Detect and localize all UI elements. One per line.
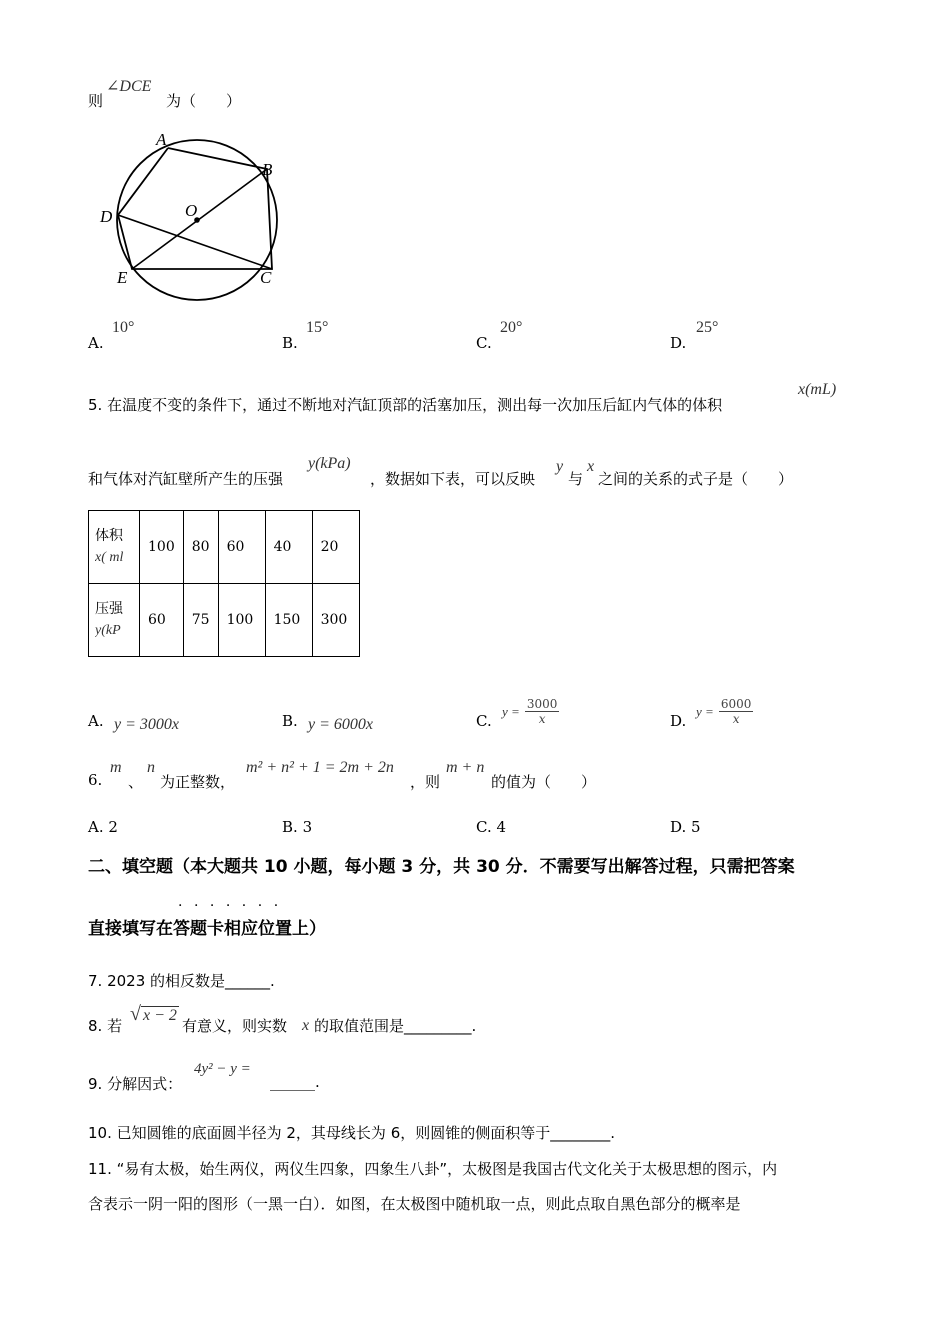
- q7-text: 7. 2023 的相反数是______.: [88, 972, 275, 990]
- table-cell: 20: [312, 511, 359, 584]
- option-letter: D.: [670, 818, 687, 836]
- table-cell: 75: [183, 584, 218, 657]
- q5-option-d-expr: [696, 697, 753, 726]
- option-c-fraction: [525, 697, 560, 726]
- q4-option-a-value: 10°: [112, 319, 135, 336]
- option-d-fraction: [719, 697, 754, 726]
- q8-radicand: x − 2: [142, 1007, 177, 1024]
- option-letter: A.: [88, 818, 104, 836]
- option-letter: C.: [476, 818, 492, 836]
- table-cell: 80: [183, 511, 218, 584]
- row1-label: 体积: [95, 528, 123, 544]
- table-cell: 40: [265, 511, 312, 584]
- q8-c: 的取值范围是_________.: [314, 1017, 477, 1035]
- table-cell: 100: [140, 511, 184, 584]
- section2-emphasis: 答题卡相应位置: [173, 919, 292, 939]
- q6-text3: 的值为（ ）: [491, 773, 597, 791]
- label-a: A: [156, 130, 167, 149]
- option-c-lhs: y =: [502, 704, 520, 719]
- q6-option-c: [476, 818, 506, 836]
- option-c-numerator: 3000: [526, 697, 558, 711]
- q4-suffix: 为（ ）: [166, 92, 242, 110]
- q5-line2-c: 与: [568, 470, 584, 488]
- label-d: D: [100, 207, 113, 226]
- option-value: 4: [496, 818, 507, 836]
- option-value: 3: [302, 818, 313, 836]
- section2-heading-line1: 二、填空题（本大题共 10 小题，每小题 3 分，共 30 分．不需要写出解答过程，只需把答案: [88, 857, 795, 877]
- q8-sqrt: √ x − 2: [130, 1003, 177, 1025]
- circle-figure: [90, 125, 290, 310]
- q6-text2: ，则: [410, 773, 441, 791]
- q4-option-b-letter: B.: [282, 334, 298, 352]
- q6-n: n: [147, 759, 155, 776]
- q5-line2-d: 之间的关系的式子是（ ）: [598, 470, 794, 488]
- label-o: O: [185, 201, 198, 220]
- q9-a: 9. 分解因式：: [88, 1075, 183, 1093]
- option-value: 2: [108, 818, 118, 836]
- option-d-lhs: y =: [696, 704, 714, 719]
- q5-option-b-expr: y = 6000x: [308, 716, 373, 733]
- q4-option-d-value: 25°: [696, 319, 719, 336]
- table-cell: 300: [312, 584, 359, 657]
- q5-data-table: [88, 510, 360, 657]
- q4-prefix: 则: [88, 92, 104, 110]
- q8-a: 8. 若: [88, 1017, 123, 1035]
- q9-expr: 4y² − y =: [194, 1061, 251, 1077]
- q6-m: m: [110, 759, 122, 776]
- table-cell: 100: [218, 584, 265, 657]
- table-cell: 60: [140, 584, 184, 657]
- q5-option-a-expr: y = 3000x: [114, 716, 179, 733]
- row2-unit: y(kP: [95, 623, 121, 638]
- q5-option-c-expr: [502, 697, 559, 726]
- q4-option-b-value: 15°: [306, 319, 329, 336]
- option-d-numerator: 6000: [720, 697, 752, 711]
- q6-sep: 、: [128, 773, 144, 791]
- q6-option-a: [88, 818, 118, 836]
- q5-option-d-letter: D.: [670, 712, 687, 730]
- emphasis-dots: ·······: [178, 898, 290, 914]
- q9-blank: ______.: [270, 1073, 320, 1091]
- section2-line2-b: 上）: [292, 919, 326, 939]
- label-b: B: [262, 160, 273, 179]
- q5-line1-math: x(mL): [798, 381, 837, 398]
- q4-option-a-letter: A.: [88, 334, 104, 352]
- q4-option-c-letter: C.: [476, 334, 492, 352]
- q5-line2-b: ，数据如下表，可以反映: [370, 470, 536, 488]
- section2-heading-line2: [88, 914, 326, 939]
- label-e: E: [117, 268, 128, 287]
- section2-line2-a: 直接填写在: [88, 919, 173, 939]
- q5-line2-y: y: [556, 458, 564, 475]
- q6-num: 6.: [88, 771, 103, 789]
- table-cell: 150: [265, 584, 312, 657]
- q6-option-d: [670, 818, 701, 836]
- option-d-denominator: x: [732, 712, 740, 726]
- q6-equation: m² + n² + 1 = 2m + 2n: [246, 759, 394, 776]
- q11-line2: 含表示一阴一阳的图形（一黑一白）．如图，在太极图中随机取一点，则此点取自黑色部分的概率是: [88, 1195, 741, 1213]
- q4-option-c-value: 20°: [500, 319, 523, 336]
- q5-option-c-letter: C.: [476, 712, 492, 730]
- q6-sum: m + n: [446, 759, 485, 776]
- q10-text: 10. 已知圆锥的底面圆半径为 2，其母线长为 6，则圆锥的侧面积等于________.: [88, 1124, 616, 1142]
- q5-option-b-letter: B.: [282, 712, 298, 730]
- table-row2-header: [89, 584, 140, 657]
- table-row: [89, 511, 360, 584]
- q5-line2-math: y(kPa): [308, 455, 351, 472]
- q8-x: x: [302, 1017, 310, 1034]
- row2-label: 压强: [95, 601, 123, 617]
- q5-option-a-letter: A.: [88, 712, 104, 730]
- table-row1-header: [89, 511, 140, 584]
- label-c: C: [260, 268, 272, 287]
- q11-line1: 11. “易有太极，始生两仪，两仪生四象，四象生八卦”，太极图是我国古代文化关于太极思想的图示，内: [88, 1160, 778, 1178]
- q4-option-d-letter: D.: [670, 334, 687, 352]
- q4-angle: ∠DCE: [106, 78, 152, 95]
- q5-line2-x: x: [587, 458, 595, 475]
- table-row: [89, 584, 360, 657]
- q8-b: 有意义，则实数: [182, 1017, 288, 1035]
- option-letter: B.: [282, 818, 298, 836]
- option-c-denominator: x: [538, 712, 546, 726]
- q6-text1: 为正整数，: [160, 773, 236, 791]
- table-cell: 60: [218, 511, 265, 584]
- row1-unit: x( ml: [95, 550, 124, 565]
- q5-line2-a: 和气体对汽缸壁所产生的压强: [88, 470, 284, 488]
- q5-line1: 5. 在温度不变的条件下，通过不断地对汽缸顶部的活塞加压，测出每一次加压后缸内气体的体积: [88, 396, 723, 414]
- option-value: 5: [691, 818, 701, 836]
- q6-option-b: [282, 818, 312, 836]
